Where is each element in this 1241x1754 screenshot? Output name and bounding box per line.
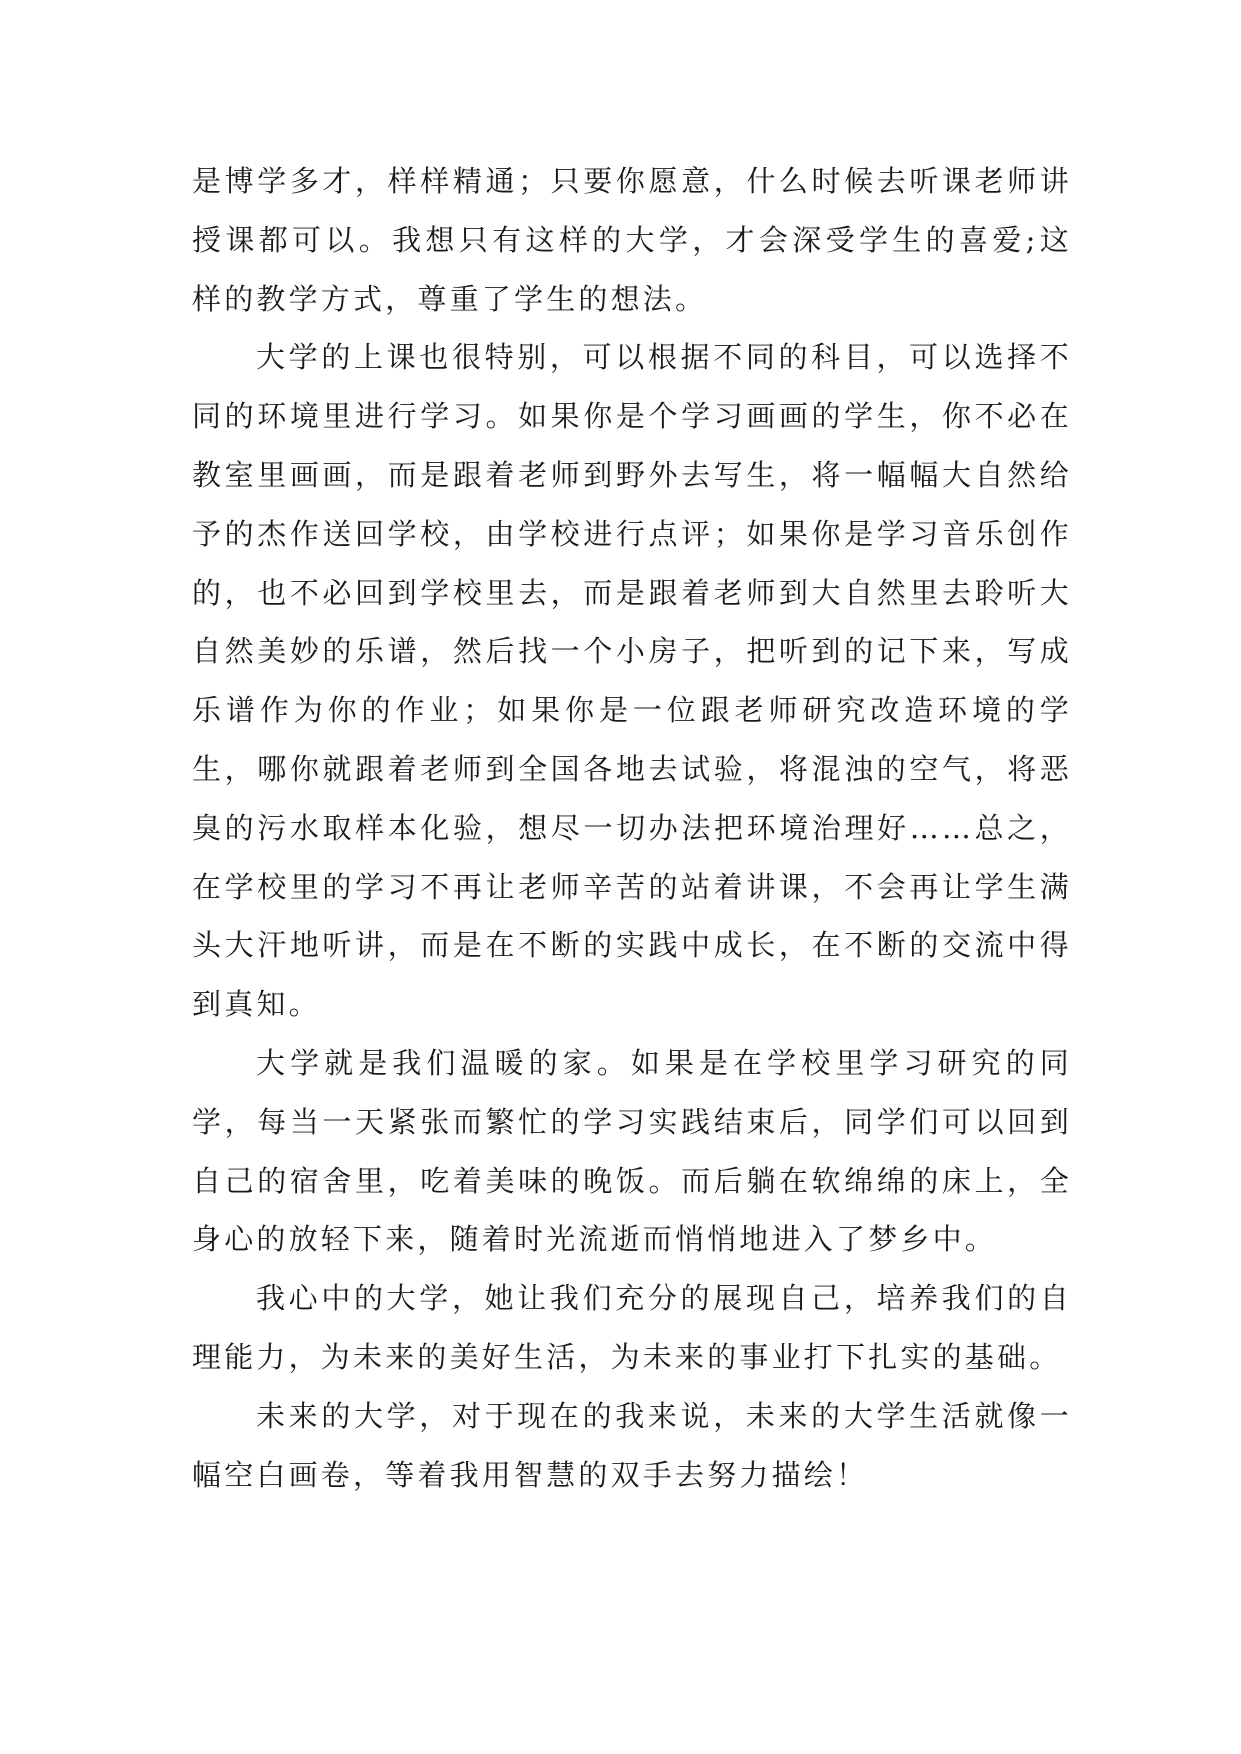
paragraph-5: 未来的大学，对于现在的我来说，未来的大学生活就像一幅空白画卷，等着我用智慧的双手去努力描绘！ <box>192 1398 1072 1492</box>
paragraph-2: 大学的上课也很特别，可以根据不同的科目，可以选择不同的环境里进行学习。如果你是个学习画画的学生，你不必在教室里画画，而是跟着老师到野外去写生，将一幅幅大自然给予的杰作送回学校，由学校进行点评；如果你是学习音乐创作的，也不必回到学校里去，而是跟着老师到大自然里去聆听大自然美妙的乐谱，然后找一个小房子，把听到的记下来，写成乐谱作为你的作业；如果你是一位跟老师研究改造环境的学生，哪你就跟着老师到全国各地去试验，将混浊的空气，将恶臭的污水取样本化验，想尽一切办法把环境治理好……总之，在学校里的学习不再让老师辛苦的站着讲课，不会再让学生满头大汗地听讲，而是在不断的实践中成长，在不断的交流中得到真知。 <box>192 340 1072 1022</box>
paragraph-4: 我心中的大学，她让我们充分的展现自己，培养我们的自理能力，为未来的美好生活，为未来的事业打下扎实的基础。 <box>192 1281 1072 1374</box>
document-body <box>192 152 1072 1504</box>
paragraph-1: 是博学多才，样样精通；只要你愿意，什么时候去听课老师讲授课都可以。我想只有这样的大学，才会深受学生的喜爱;这样的教学方式，尊重了学生的想法。 <box>192 164 1072 316</box>
paragraph-3: 大学就是我们温暖的家。如果是在学校里学习研究的同学，每当一天紧张而繁忙的学习实践结束后，同学们可以回到自己的宿舍里，吃着美味的晚饭。而后躺在软绵绵的床上，全身心的放轻下来，随着时光流逝而悄悄地进入了梦乡中。 <box>192 1045 1072 1257</box>
